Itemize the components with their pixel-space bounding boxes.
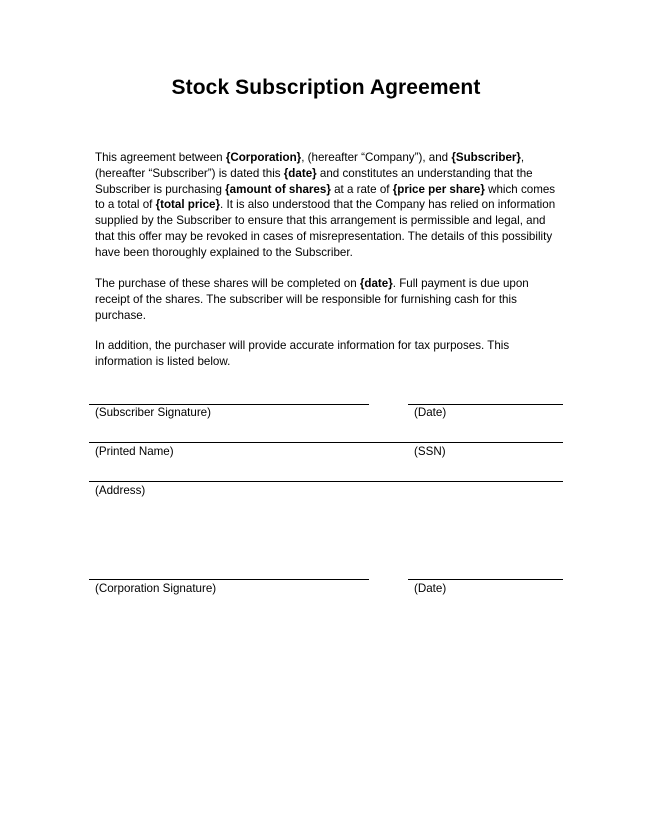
date-line[interactable] (408, 404, 563, 405)
paragraph-text: which comes to a total of (95, 182, 556, 212)
paragraph-text: The purchase of these shares will be completed on (95, 277, 360, 290)
paragraph-text: , (hereafter “Subscriber”) is dated this (95, 151, 525, 180)
agreement-paragraph (95, 150, 557, 261)
ssn-label: (SSN) (414, 445, 446, 458)
paragraph-text: and constitutes an understanding that the Subscriber is purchasing (95, 166, 533, 196)
corporation-signature-line[interactable] (89, 579, 369, 580)
date-placeholder: {date} (359, 277, 393, 290)
printed-name-label: (Printed Name) (95, 445, 174, 458)
corporation-placeholder: {Corporation} (225, 151, 302, 164)
paragraph-text: . Full payment is due upon receipt of the shares. The subscriber will be responsible for furnishing cash for this purchase. (95, 277, 529, 322)
address-line[interactable] (89, 481, 563, 482)
paragraph-text: . It is also understood that the Company has relied on information supplied by the Subscriber to ensure that this arrangement is permissible and legal, and that this offer may be revoked in cases of misrepresentation. The details of this possibility have been thoroughly explained to the Subscriber. (95, 198, 556, 259)
printed-name-line[interactable] (89, 442, 563, 443)
date-line[interactable] (408, 579, 563, 580)
corporation-signature-label: (Corporation Signature) (95, 582, 217, 595)
document-title: Stock Subscription Agreement (171, 76, 481, 99)
paragraph-text: at a rate of (330, 182, 393, 196)
date-placeholder: {date} (283, 166, 317, 180)
amount-of-shares-placeholder: {amount of shares} (225, 182, 331, 196)
date-label: (Date) (414, 582, 447, 595)
tax-info-paragraph: In addition, the purchaser will provide accurate information for tax purposes. This information is listed below. (95, 339, 510, 368)
subscriber-placeholder: {Subscriber} (451, 151, 521, 164)
price-per-share-placeholder: {price per share} (392, 182, 485, 196)
address-label: (Address) (95, 484, 146, 497)
subscriber-signature-label: (Subscriber Signature) (95, 406, 211, 419)
paragraph-text: , (hereafter “Company”), and (301, 151, 452, 164)
subscriber-signature-line[interactable] (89, 404, 369, 405)
total-price-placeholder: {total price} (155, 198, 221, 212)
date-label: (Date) (414, 406, 447, 419)
paragraph-text: This agreement between (95, 151, 226, 164)
purchase-paragraph (95, 276, 557, 323)
